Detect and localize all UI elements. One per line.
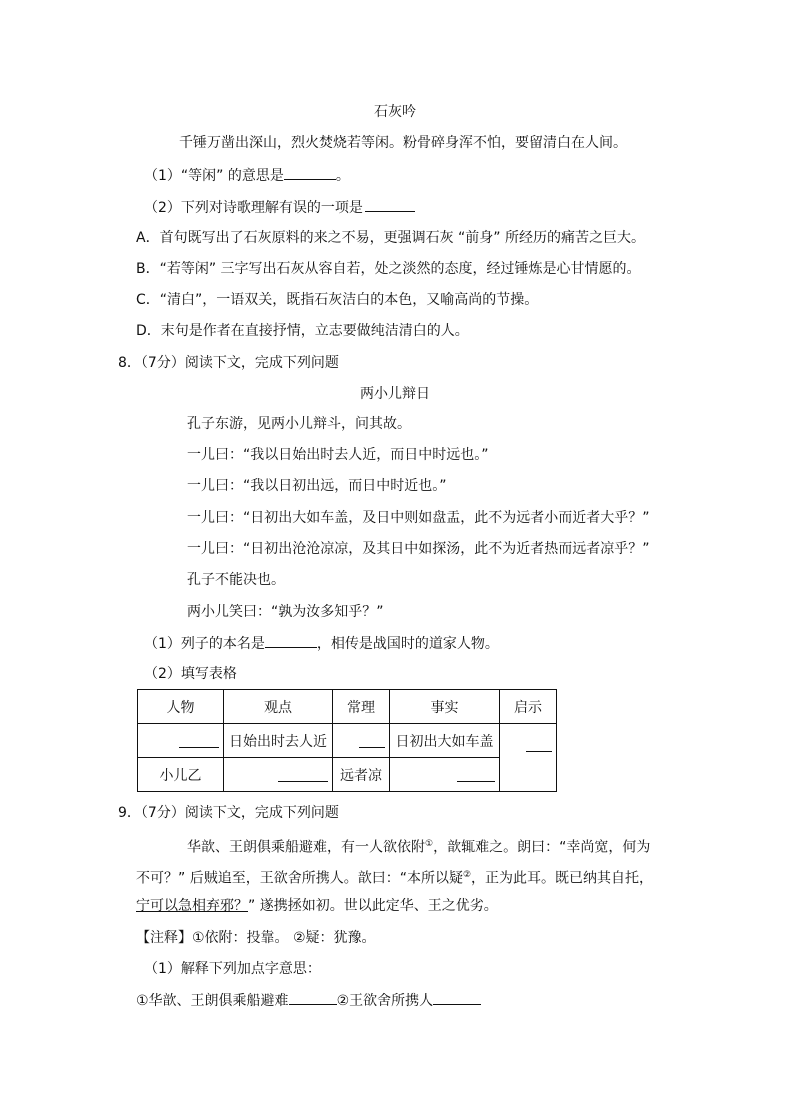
footnote-marker: ① xyxy=(425,839,434,849)
answer-blank[interactable] xyxy=(457,767,495,782)
header-cell: 常理 xyxy=(333,690,390,724)
table-cell xyxy=(138,724,224,758)
option-b: B．“若等闲” 三字写出石灰从容自若，处之淡然的态度，经过锤炼是心甘情愿的。 xyxy=(136,261,641,277)
table-header-row xyxy=(138,690,557,724)
passage-line-7: 两小儿笑曰：“孰为汝多知乎？” xyxy=(187,604,384,620)
table-cell: 小儿乙 xyxy=(138,758,224,792)
question-9-heading: 9．（7分）阅读下文，完成下列问题 xyxy=(118,805,339,821)
answer-blank[interactable] xyxy=(526,737,552,752)
option-c: C．“清白”，一语双关，既指石灰洁白的本色，又喻高尚的节操。 xyxy=(136,292,539,308)
passage-title: 两小儿辩日 xyxy=(360,386,430,402)
passage-line-2: 一儿曰：“我以日始出时去人近，而日中时远也。” xyxy=(187,447,489,463)
passage9-line-2 xyxy=(136,865,653,889)
passage-line-6: 孔子不能决也。 xyxy=(187,572,285,588)
table-cell: 远者凉 xyxy=(333,758,390,792)
answer-blank[interactable] xyxy=(265,633,317,648)
passage-line-5: 一儿曰：“日初出沧沧凉凉，及其日中如探汤，此不为近者热而远者凉乎？” xyxy=(187,541,650,557)
p9-l1b: ，歆辄难之。朗曰：“幸尚宽，何为 xyxy=(433,839,651,856)
q9-item-1: ①华歆、王朗俱乘船避难 xyxy=(136,993,289,1009)
q8-subquestion-2: （2）填写表格 xyxy=(144,666,237,682)
table-row xyxy=(138,758,557,792)
q8-subquestion-1 xyxy=(144,633,499,654)
table-cell xyxy=(333,724,390,758)
q9-subquestion-1: （1）解释下列加点字意思： xyxy=(144,961,321,977)
passage-line-1: 孔子东游，见两小儿辩斗，问其故。 xyxy=(187,416,411,432)
option-a: A．首句既写出了石灰原料的来之不易，更强调石灰 “前身” 所经历的痛苦之巨大。 xyxy=(136,230,645,246)
answer-blank[interactable] xyxy=(278,767,328,782)
header-cell: 启示 xyxy=(500,690,557,724)
p9-l1a: 华歆、王朗俱乘船避难，有一人欲依附 xyxy=(187,839,425,856)
q8-sq1-prefix: （1）列子的本名是 xyxy=(144,636,265,652)
passage9-line-1 xyxy=(187,834,650,858)
question-8-heading: 8．（7分）阅读下文，完成下列问题 xyxy=(118,355,339,371)
passage9-line-3 xyxy=(136,896,498,916)
q9-subquestion-1-items xyxy=(136,990,481,1011)
option-d: D．末句是作者在直接抒情，立志要做纯洁清白的人。 xyxy=(136,323,469,339)
table-cell xyxy=(390,758,500,792)
annotation-note: 【注释】①依附：投靠。 ②疑：犹豫。 xyxy=(136,930,376,946)
q9-item-2: ②王欲舍所携人 xyxy=(336,993,434,1009)
table-cell xyxy=(500,724,557,792)
poem-title: 石灰吟 xyxy=(374,104,416,120)
table-cell xyxy=(224,758,333,792)
header-cell: 人物 xyxy=(138,690,224,724)
table-row xyxy=(138,724,557,758)
passage-line-3: 一儿曰：“我以日初出远，而日中时近也。” xyxy=(187,478,447,494)
answer-blank[interactable] xyxy=(179,733,219,748)
poem-text: 千锤万凿出深山，烈火焚烧若等闲。粉骨碎身浑不怕，要留清白在人间。 xyxy=(179,135,627,151)
fill-in-table xyxy=(137,689,557,792)
poem-q2-text: （2）下列对诗歌理解有误的一项是 xyxy=(144,200,363,216)
answer-blank[interactable] xyxy=(365,197,415,212)
table-cell: 日始出时去人近 xyxy=(224,724,333,758)
p9-l2b: ，正为此耳。既已纳其自托， xyxy=(471,870,654,887)
answer-blank[interactable] xyxy=(359,733,385,748)
poem-question-1 xyxy=(144,165,350,186)
answer-blank[interactable] xyxy=(289,990,337,1005)
header-cell: 观点 xyxy=(224,690,333,724)
poem-q1-suffix: 。 xyxy=(335,168,350,184)
poem-question-2 xyxy=(144,197,415,218)
poem-q1-prefix: （1）“等闲” 的意思是 xyxy=(144,168,284,184)
footnote-marker: ② xyxy=(462,870,472,880)
underlined-sentence: 宁可以急相弃邪？ xyxy=(136,898,248,914)
header-cell: 事实 xyxy=(390,690,500,724)
table-cell: 日初出大如车盖 xyxy=(390,724,500,758)
passage-line-4: 一儿曰：“日初出大如车盖，及日中则如盘盂，此不为远者小而近者大乎？” xyxy=(187,510,650,526)
q8-sq1-suffix: ，相传是战国时的道家人物。 xyxy=(316,636,499,652)
answer-blank[interactable] xyxy=(433,990,481,1005)
p9-l2a: 不可？” 后贼追至，王欲舍所携人。歆曰：“本所以疑 xyxy=(136,870,463,887)
answer-blank[interactable] xyxy=(284,165,336,180)
p9-l3b: ” 遂携拯如初。世以此定华、王之优劣。 xyxy=(248,898,498,914)
